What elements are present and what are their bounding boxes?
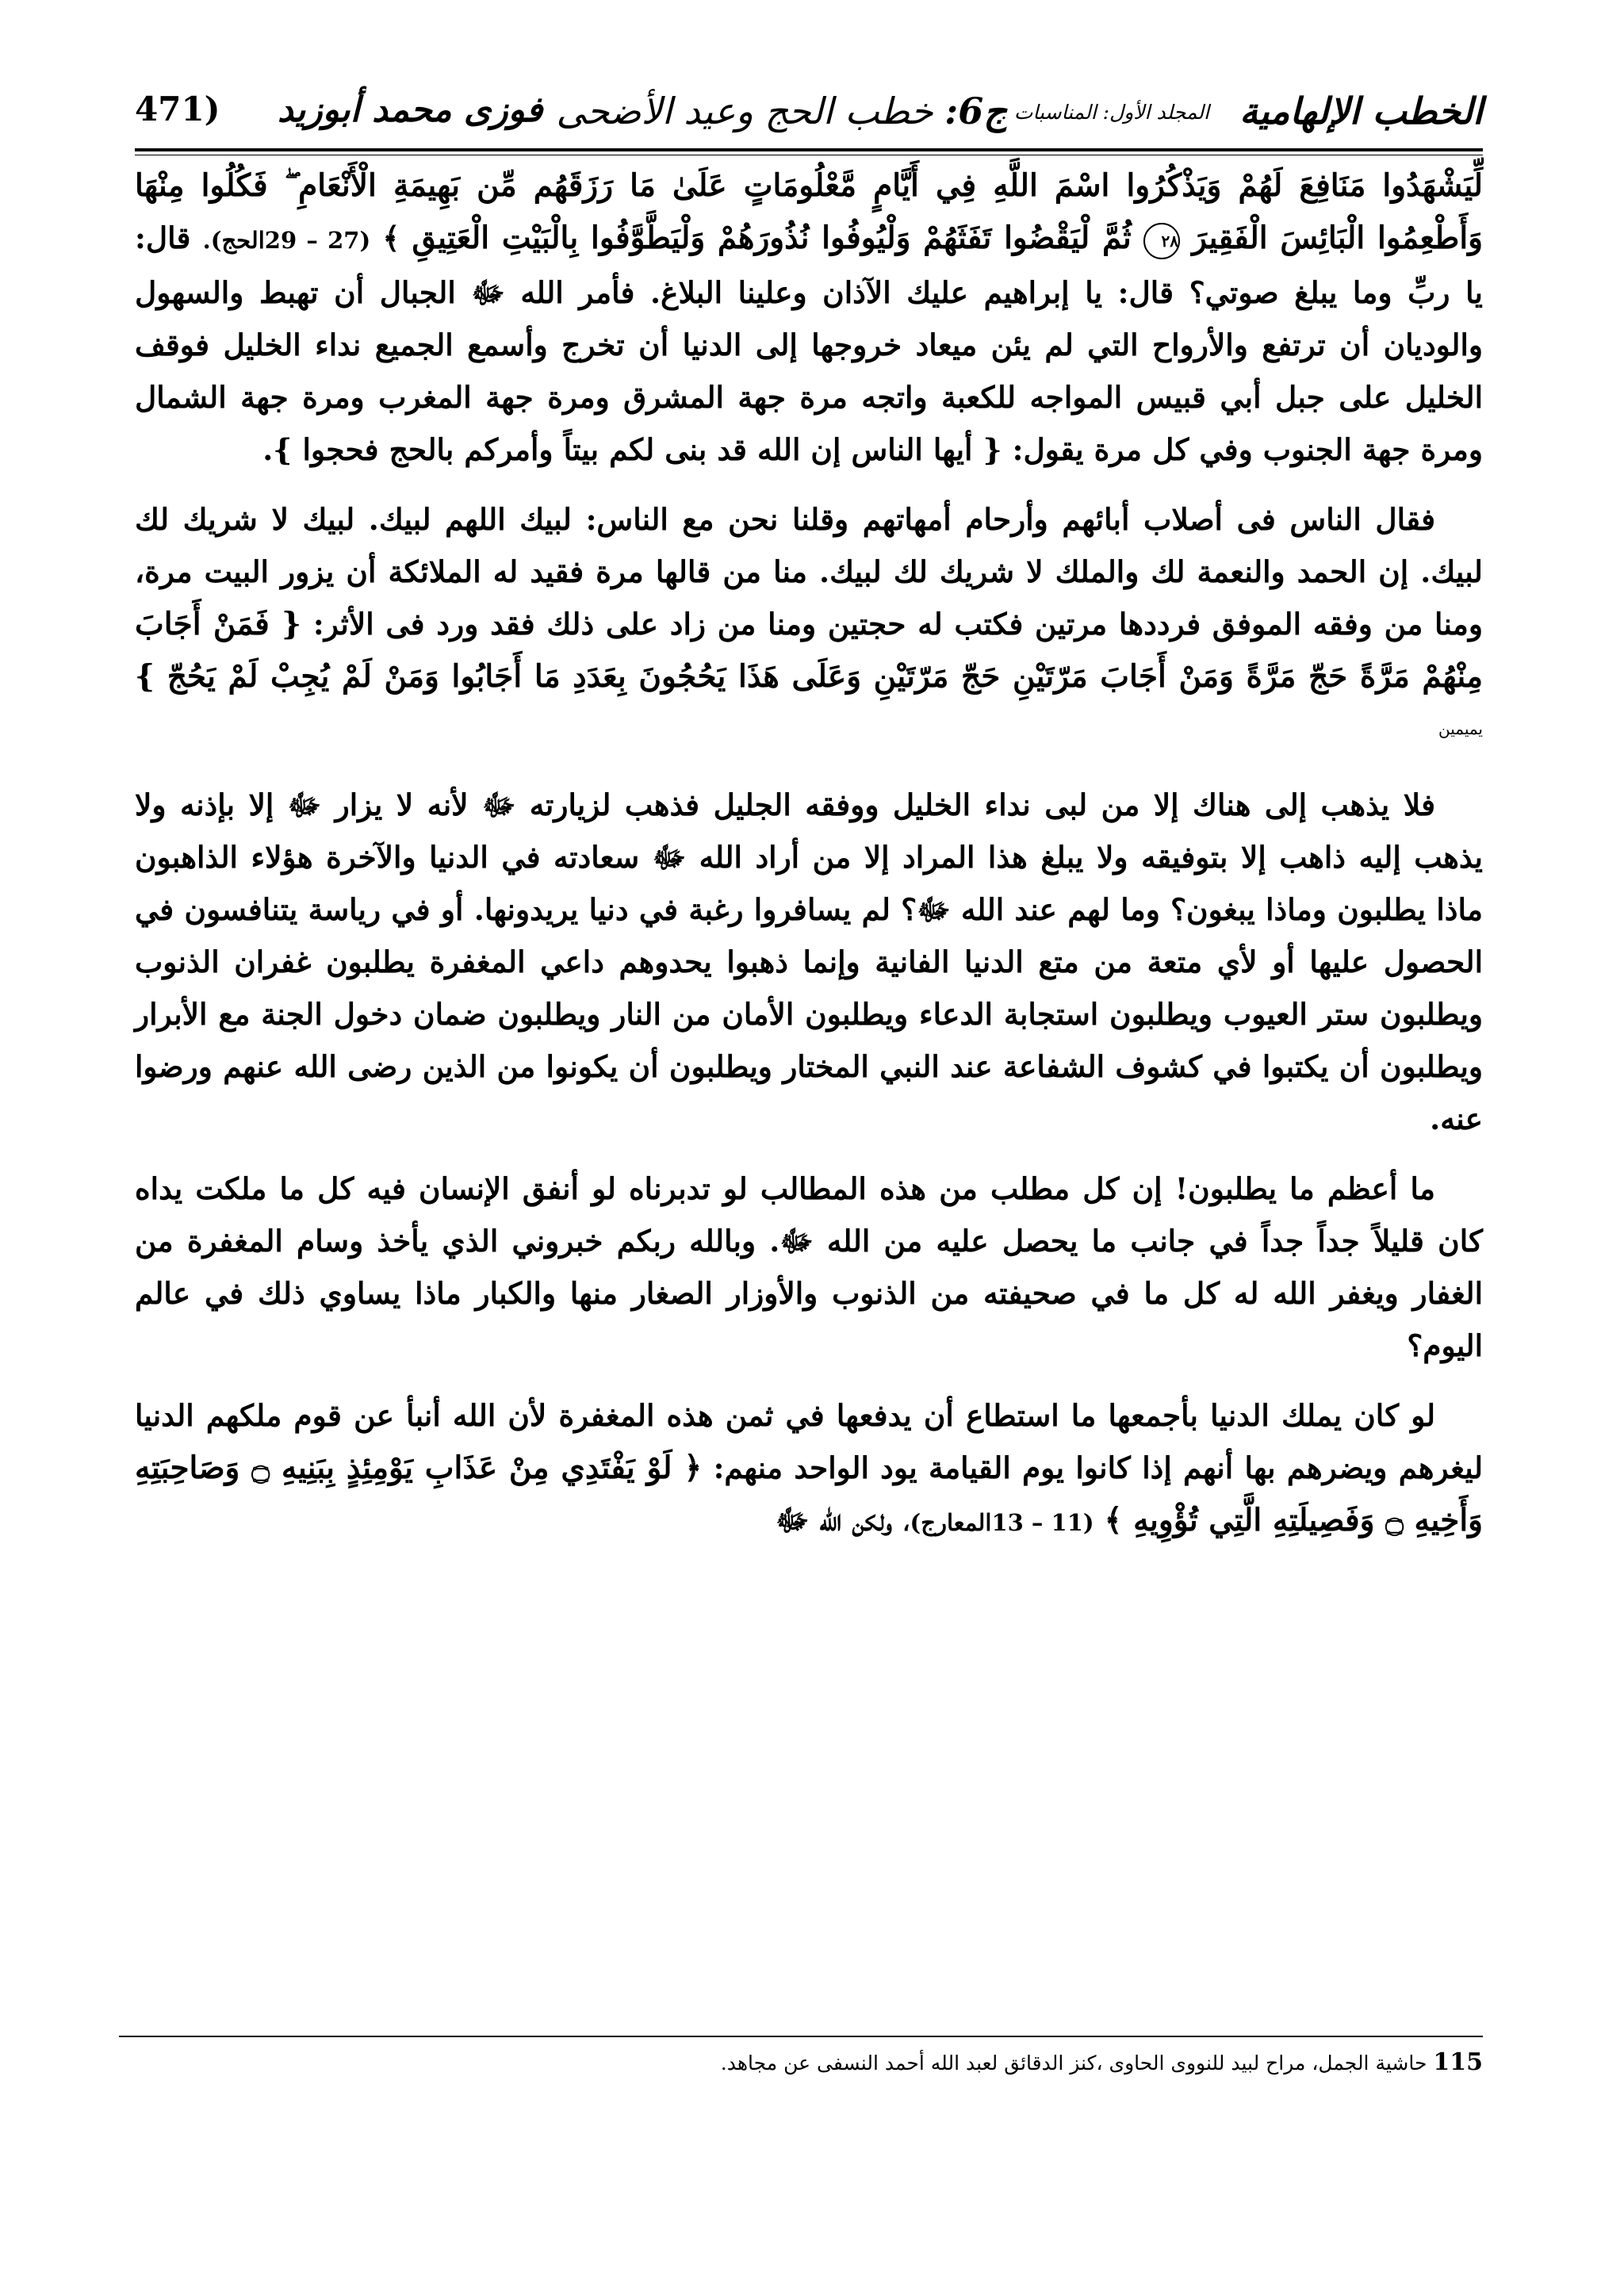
quran-verse-continued: ثُمَّ لْيَقْضُوا تَفَثَهُمْ وَلْيُوفُوا نُذُورَهُمْ وَلْيَطَّوَّفُوا بِالْبَيْتِ الْعَتِيقِ: [412, 220, 1132, 256]
paragraph-text: قال: يا ربِّ وما يبلغ صوتي؟ قال: يا إبراهيم عليك الآذان وعلينا البلاغ. فأمر الله ﷻ الجبال أن تهبط والسهول والوديان أن ترتفع والأرواح التي لم يئن ميعاد خروجها إلى الدنيا أن تخرج وأسمع الجميع نداء الخليل فوقف الخليل على جبل أبي قبيس المواجه للكعبة واتجه مرة جهة المشرق ومرة جهة المغرب ومرة جهة الشمال ومرة جهة الجنوب وفي كل مرة يقول:: [135, 220, 1483, 467]
section-title: [556, 90, 1007, 132]
part-label: ج6:: [944, 90, 1007, 132]
footnote-text: حاشية الجمل، مراح لبيد للنووى الحاوى ،كنز الدقائق لعبد الله أحمد النسفى عن مجاهد.: [720, 2052, 1427, 2075]
verse-reference: (11 – 13المعارج)،: [902, 1508, 1094, 1536]
quran-verse: ﴿ لَوْ يَفْتَدِي مِنْ عَذَابِ يَوْمِئِذٍ بِبَنِيهِ ۝ وَصَاحِبَتِهِ وَأَخِيهِ ۝ وَفَصِيلَتِهِ الَّتِي تُؤْوِيهِ ﴾: [135, 1449, 1483, 1538]
quran-close-bracket: ﴾: [382, 220, 400, 255]
athar-reference: يميمين: [1438, 719, 1483, 738]
page-body: [135, 159, 1483, 1566]
footnote-number: 115: [1433, 2048, 1483, 2076]
paragraph-2: [135, 493, 1483, 761]
paragraph-text: فقال الناس فى أصلاب أبائهم وأرحام أمهاتهم وقلنا نحن مع الناس: لبيك اللهم لبيك. لبيك لا شريك لك لبيك. إن الحمد والنعمة لك والملك لا شريك لك لبيك. منا من قالها مرة فقيد له الملائكة أن يزور البيت مرة، ومنا من وفقه الموفق فرددها مرتين فكتب له حجتين ومنا من زاد على ذلك فقد ورد فى الأثر:: [135, 502, 1483, 642]
document-page: [135, 75, 1483, 2216]
header-rule: [135, 148, 1483, 151]
paragraph-3: فلا يذهب إلى هناك إلا من لبى نداء الخليل ووفقه الجليل فذهب لزيارته ﷻ لأنه لا يزار ﷻ إلا بإذنه ولا يذهب إليه ذاهب إلا بتوفيقه ولا يبلغ هذا المراد إلا من أراد الله ﷻ سعادته في الدنيا والآخرة هؤلاء الذاهبون ماذا يطلبون وماذا يبغون؟ وما لهم عند الله ﷻ؟ لم يسافروا رغبة في دنيا يريدونها. أو في رياسة يتنافسون في الحصول عليها أو لأي متعة من متع الدنيا الفانية وإنما ذهبوا يحدوهم داعي المغفرة يطلبون غفران الذنوب ويطلبون ستر العيوب ويطلبون استجابة الدعاء ويطلبون الأمان من النار ويطلبون ضمان دخول الجنة مع الأبرار ويطلبون أن يكتبوا في كشوف الشفاعة عند النبي المختار ويطلبون أن يكونوا من الذين رضى الله عنهم ورضوا عنه.: [135, 787, 1483, 1136]
paragraph-1: [135, 159, 1483, 476]
running-header: [135, 75, 1483, 155]
ayah-number-mark: ٢٨: [1143, 223, 1180, 259]
paragraph-4: ما أعظم ما يطلبون! إن كل مطلب من هذه المطالب لو تدبرناه لو أنفق الإنسان فيه كل ما ملكت يداه كان قليلاً جداً جداً في جانب ما يحصل عليه من الله ﷻ. وبالله ربكم خبروني الذي يأخذ وسام المغفرة من الغفار ويغفر الله له كل ما في صحيفته من الذنوب والأوزار الصغار منها والكبار ماذا يساوي ذلك في عالم اليوم؟: [135, 1170, 1483, 1363]
footnote-rule: [119, 2036, 1483, 2037]
footnote: [721, 2048, 1483, 2078]
section-label: خطب الحج وعيد الأضحى: [556, 90, 933, 132]
paragraph-tail: ولكن الله ﷻ: [775, 1502, 893, 1538]
author-name: فوزى محمد أبوزيد: [278, 90, 543, 130]
page-number: 471): [135, 90, 220, 128]
verse-reference: (27 – 29الحج).: [202, 227, 371, 254]
quran-verse: لِّيَشْهَدُوا مَنَافِعَ لَهُمْ وَيَذْكُرُوا اسْمَ اللَّهِ فِي أَيَّامٍ مَّعْلُومَاتٍ عَلَىٰ مَا رَزَقَهُم مِّن بَهِيمَةِ الْأَنْعَامِ ۖ فَكُلُوا مِنْهَا وَأَطْعِمُوا الْبَائِسَ الْفَقِيرَ: [135, 167, 1484, 256]
paragraph-5: [135, 1389, 1483, 1549]
call-quote: { أيها الناس إن الله قد بنى لكم بيتاً وأمركم بالحج فحجوا }.: [262, 432, 1002, 467]
volume-label: المجلد الأول: المناسبات :: [1001, 101, 1209, 124]
paragraph-text: لو كان يملك الدنيا بأجمعها ما استطاع أن يدفعها في ثمن هذه المغفرة لأن الله أنبأ عن قوم ملكهم الدنيا ليغرهم ويضرهم بها أنهم إذا كانوا يوم القيامة يود الواحد منهم:: [135, 1397, 1483, 1485]
athar-quote: { فَمَنْ أَجَابَ مِنْهُمْ مَرَّةً حَجّ مَرَّةً وَمَنْ أَجَابَ مَرّتَيْنِ حَجّ مَرّتَيْنِ وَعَلَى هَذَا يَحُجُونَ بِعَدَدِ مَا أَجَابُوا وَمَنْ لَمْ يُجِبْ لَمْ يَحُجّ }: [135, 606, 1483, 695]
book-title: الخطب الإلهامية: [1239, 90, 1483, 132]
